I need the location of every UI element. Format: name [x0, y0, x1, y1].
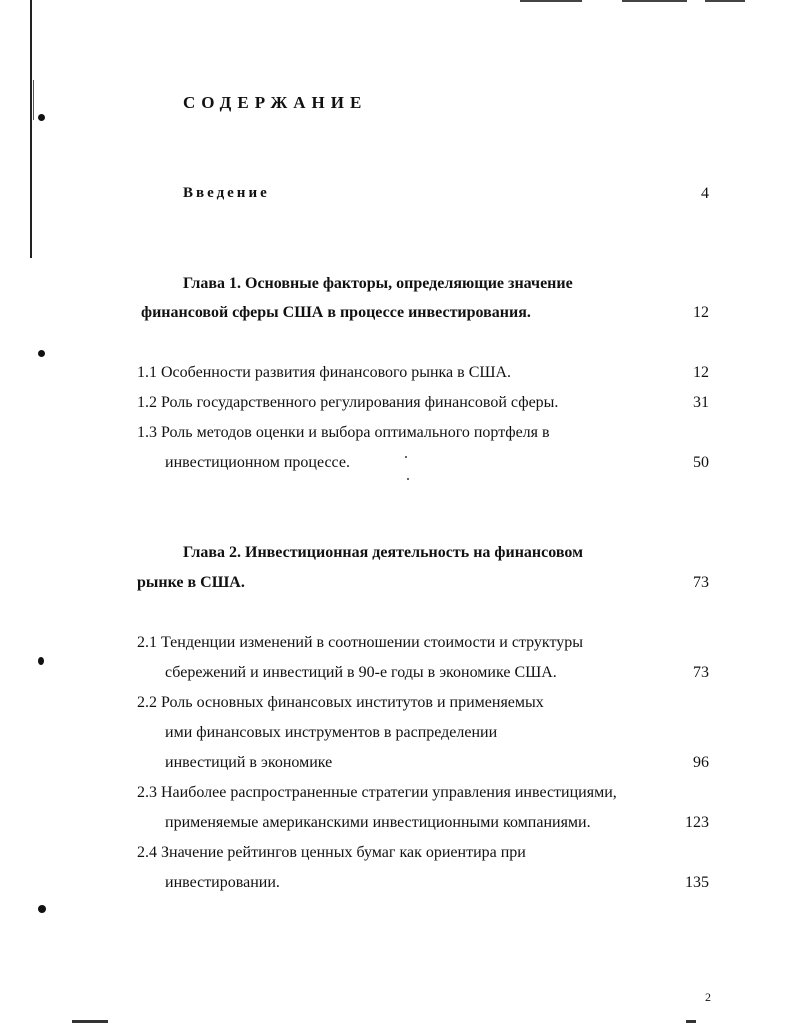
scan-edge-mark — [72, 1020, 108, 1023]
intro-label: Введение — [183, 185, 270, 201]
punch-hole-mark — [38, 905, 46, 913]
scan-margin-line — [30, 0, 32, 258]
section-2-1-line1: 2.1 Тенденции изменений в соотношении стоимости и структуры — [137, 634, 584, 651]
section-1-3-line1: 1.3 Роль методов оценки и выбора оптимального портфеля в — [137, 424, 550, 441]
section-1-3-page: 50 — [693, 454, 709, 471]
section-2-1-page: 73 — [693, 664, 709, 681]
chapter2-heading-line2: рынке в США. — [137, 574, 245, 591]
chapter2-page-number: 73 — [693, 574, 709, 591]
page-number: 2 — [705, 990, 711, 1004]
intro-page-number: 4 — [701, 185, 709, 202]
chapter1-page-number: 12 — [693, 304, 709, 321]
scan-speck — [407, 478, 409, 480]
section-2-2-page: 96 — [693, 754, 709, 771]
section-2-3-line1: 2.3 Наиболее распространенные стратегии управления инвестициями, — [137, 784, 617, 801]
scan-edge-mark — [520, 0, 582, 2]
section-2-2-line1: 2.2 Роль основных финансовых институтов и применяемых — [137, 694, 544, 711]
scan-speck — [405, 456, 407, 458]
chapter1-heading-line2: финансовой сферы США в процессе инвестирования. — [141, 304, 531, 321]
punch-hole-mark — [38, 114, 45, 121]
section-2-1-line2: сбережений и инвестиций в 90-е годы в экономике США. — [165, 664, 557, 681]
scan-margin-line — [33, 80, 34, 120]
section-2-2-line3: инвестиций в экономике — [165, 754, 333, 771]
section-1-2-page: 31 — [693, 394, 709, 411]
section-2-4-line1: 2.4 Значение рейтингов ценных бумаг как ориентира при — [137, 844, 526, 861]
punch-hole-mark — [38, 657, 44, 665]
scan-edge-mark — [622, 0, 687, 2]
scan-edge-mark — [686, 1020, 696, 1023]
section-1-2-line1: 1.2 Роль государственного регулирования финансовой сферы. — [137, 394, 559, 411]
section-2-4-page: 135 — [685, 874, 709, 891]
chapter2-heading-line1: Глава 2. Инвестиционная деятельность на финансовом — [183, 544, 583, 561]
scan-edge-mark — [705, 0, 745, 2]
section-1-1-line1: 1.1 Особенности развития финансового рынка в США. — [137, 364, 512, 381]
section-2-3-line2: применяемые американскими инвестиционными компаниями. — [165, 814, 591, 831]
section-2-4-line2: инвестировании. — [165, 874, 280, 891]
punch-hole-mark — [38, 350, 45, 357]
toc-title: СОДЕРЖАНИЕ — [183, 93, 368, 112]
section-2-2-line2: ими финансовых инструментов в распределении — [165, 724, 498, 741]
section-1-1-page: 12 — [693, 364, 709, 381]
section-1-3-line2: инвестиционном процессе. — [165, 454, 350, 471]
section-2-3-page: 123 — [685, 814, 709, 831]
chapter1-heading-line1: Глава 1. Основные факторы, определяющие значение — [183, 275, 573, 292]
